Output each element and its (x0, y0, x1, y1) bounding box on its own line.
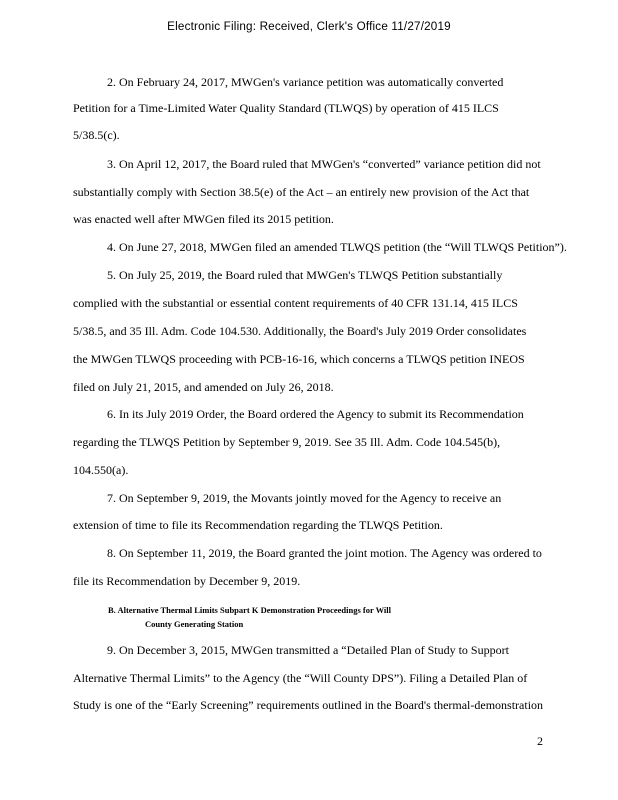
paragraph-line: extension of time to file its Recommendation regarding the TLWQS Petition. (73, 518, 443, 532)
filing-stamp-header: Electronic Filing: Received, Clerk's Office 11/27/2019 (167, 20, 451, 33)
paragraph-line: 3. On April 12, 2017, the Board ruled that MWGen's “converted” variance petition did not (107, 157, 541, 171)
section-heading: B. Alternative Thermal Limits Subpart K Demonstration Proceedings for Will (108, 605, 392, 615)
paragraph-line: Alternative Thermal Limits” to the Agency (the “Will County DPS”). Filing a Detailed Plan of (73, 671, 528, 685)
paragraph-line: complied with the substantial or essential content requirements of 40 CFR 131.14, 415 ILCS (73, 296, 518, 310)
paragraph-line: 2. On February 24, 2017, MWGen's variance petition was automatically converted (107, 75, 504, 89)
paragraph-line: 104.550(a). (73, 463, 129, 477)
paragraph-line: filed on July 21, 2015, and amended on July 26, 2018. (73, 380, 334, 394)
paragraph-line: was enacted well after MWGen filed its 2015 petition. (73, 212, 334, 226)
paragraph-line: 4. On June 27, 2018, MWGen filed an amended TLWQS petition (the “Will TLWQS Petition”). (107, 240, 567, 254)
page-number: 2 (537, 734, 543, 748)
paragraph-line: 5/38.5, and 35 Ill. Adm. Code 104.530. Additionally, the Board's July 2019 Order consolidates (73, 324, 527, 338)
paragraph-line: the MWGen TLWQS proceeding with PCB-16-16, which concerns a TLWQS petition INEOS (73, 352, 525, 366)
paragraph-line: 8. On September 11, 2019, the Board granted the joint motion. The Agency was ordered to (107, 546, 542, 560)
paragraph-line: file its Recommendation by December 9, 2019. (73, 574, 301, 588)
paragraph-line: regarding the TLWQS Petition by September 9, 2019. See 35 Ill. Adm. Code 104.545(b), (73, 435, 501, 449)
paragraph-line: 5/38.5(c). (73, 128, 120, 142)
paragraph-line: 7. On September 9, 2019, the Movants jointly moved for the Agency to receive an (107, 491, 502, 505)
paragraph-line: 5. On July 25, 2019, the Board ruled that MWGen's TLWQS Petition substantially (107, 268, 503, 282)
paragraph-line: Study is one of the “Early Screening” requirements outlined in the Board's thermal-demonstration (73, 698, 544, 712)
paragraph-line: 9. On December 3, 2015, MWGen transmitted a “Detailed Plan of Study to Support (107, 643, 509, 657)
paragraph-line: substantially comply with Section 38.5(e) of the Act – an entirely new provision of the Act that (73, 185, 530, 199)
paragraph-line: 6. In its July 2019 Order, the Board ordered the Agency to submit its Recommendation (107, 407, 524, 421)
paragraph-line: Petition for a Time-Limited Water Quality Standard (TLWQS) by operation of 415 ILCS (73, 101, 499, 115)
section-heading-continued: County Generating Station (145, 619, 244, 629)
